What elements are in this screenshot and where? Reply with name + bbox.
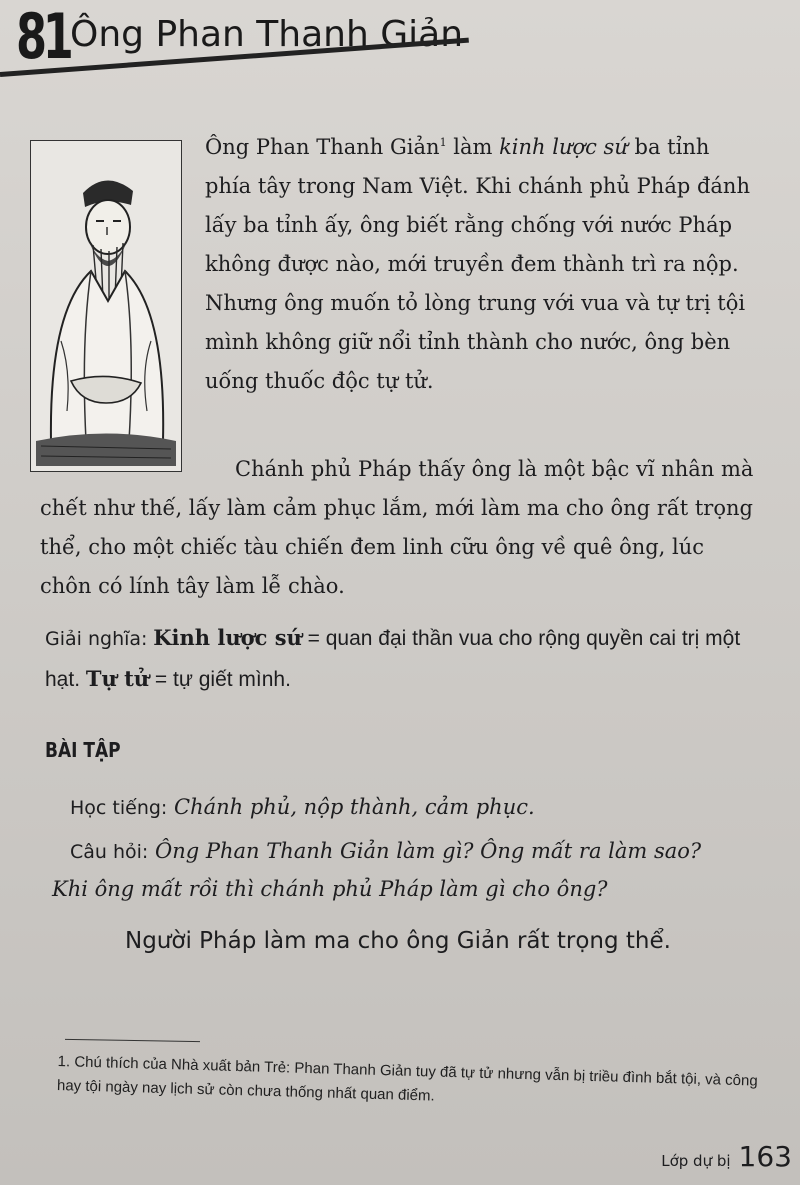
para1-text-start: Ông Phan Thanh Giản [205,135,440,159]
para2-body: Chánh phủ Pháp thấy ông là một bậc vĩ nhân mà chết như thế, lấy làm cảm phục lắm, mới làm ma cho ông rất trọng thể, cho một chiếc tàu chiến đem linh cữu ông về quê ông, lúc chôn có lính tây làm lễ chào. [40,457,754,598]
exercise-vocab [70,788,790,827]
exercise-heading: BÀI TẬP [45,738,121,762]
lesson-title: Ông Phan Thanh Giản [70,14,464,55]
lesson-number: 81 [16,0,70,73]
footer-section-label: Lớp dự bị [661,1152,731,1170]
para1-text-mid: làm [446,135,500,159]
portrait-drawing [31,141,181,471]
glossary-def-1: = quan đại thần vua cho rộng quyền cai trị một hạt. [45,627,741,691]
footnote: 1. Chú thích của Nhà xuất bản Trẻ: Phan Thanh Giản tuy đã tự tử nhưng vẫn bị triều đình bắt tội, và công hay tội ngày nay lịch sử còn chưa thống nhất quan điểm. [56,1052,758,1105]
footnote-divider [65,1039,200,1042]
page-footer [661,1140,792,1173]
lesson-summary: Người Pháp làm ma cho ông Giản rất trọng thể. [125,928,671,954]
para1-italic-term: kinh lược sứ [499,135,628,159]
page-number: 163 [738,1140,792,1173]
lesson-header [0,0,800,110]
glossary-term-1: Kinh lược sứ [153,625,302,650]
question-2-text: Khi ông mất rồi thì chánh phủ Pháp làm gì cho ông? [52,877,608,901]
glossary-def-2: = tự giết mình. [149,668,291,691]
para2-text [40,450,755,606]
exercise-question-2 [52,870,772,908]
exercise-question-1 [70,832,790,871]
portrait-illustration-icon [30,140,182,472]
glossary-label: Giải nghĩa: [45,628,148,650]
paragraph-1 [205,123,750,401]
footnote-marker: 1 [439,136,447,149]
glossary-term-2: Tự tử [85,666,150,691]
glossary [45,618,760,700]
vocab-label: Học tiếng: [70,797,168,819]
question-1-text: Ông Phan Thanh Giản làm gì? Ông mất ra làm sao? [148,839,702,863]
vocab-words: Chánh phủ, nộp thành, cảm phục. [167,795,535,819]
question-label: Câu hỏi: [70,841,149,863]
paragraph-2 [40,450,755,606]
para1-text-end: ba tỉnh phía tây trong Nam Việt. Khi chánh phủ Pháp đánh lấy ba tỉnh ấy, ông biết rằng chống với nước Pháp không được nào, mới truyền đem thành trì ra nộp. Nhưng ông muốn tỏ lòng trung với vua và tự trị tội mình không giữ nổi tỉnh thành cho nước, ông bèn uống thuốc độc tự tử. [205,135,750,393]
